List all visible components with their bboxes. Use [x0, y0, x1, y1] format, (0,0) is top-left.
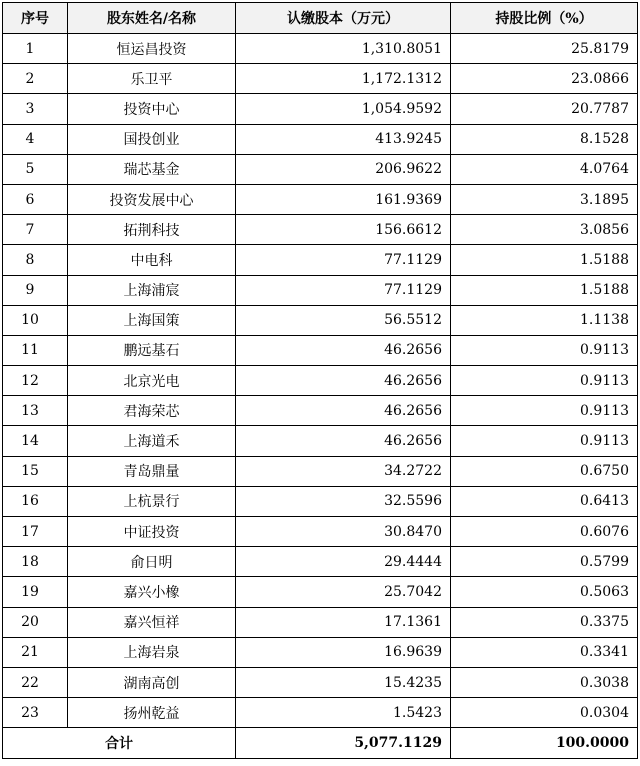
cell-ratio: 0.0304	[451, 698, 638, 728]
header-capital: 认缴股本（万元）	[236, 3, 451, 34]
cell-ratio: 3.1895	[451, 184, 638, 214]
table-row	[3, 637, 638, 667]
cell-seq: 18	[3, 547, 68, 577]
header-seq: 序号	[3, 3, 68, 34]
cell-capital: 1,054.9592	[236, 94, 451, 124]
cell-name: 嘉兴恒祥	[68, 607, 236, 637]
cell-name: 上海国策	[68, 305, 236, 335]
cell-capital: 30.8470	[236, 517, 451, 547]
cell-ratio: 3.0856	[451, 215, 638, 245]
cell-name: 鹏远基石	[68, 335, 236, 365]
cell-name: 湖南高创	[68, 667, 236, 697]
cell-capital: 34.2722	[236, 456, 451, 486]
total-capital: 5,077.1129	[236, 728, 451, 758]
header-ratio: 持股比例（%）	[451, 3, 638, 34]
cell-name: 俞日明	[68, 547, 236, 577]
cell-seq: 23	[3, 698, 68, 728]
cell-ratio: 0.6750	[451, 456, 638, 486]
cell-seq: 19	[3, 577, 68, 607]
table-row	[3, 305, 638, 335]
cell-ratio: 1.5188	[451, 245, 638, 275]
cell-ratio: 0.6076	[451, 517, 638, 547]
cell-capital: 161.9369	[236, 184, 451, 214]
table-row	[3, 34, 638, 64]
cell-capital: 32.5596	[236, 486, 451, 516]
cell-capital: 17.1361	[236, 607, 451, 637]
cell-name: 上海浦宸	[68, 275, 236, 305]
cell-seq: 20	[3, 607, 68, 637]
cell-capital: 206.9622	[236, 154, 451, 184]
cell-ratio: 0.6413	[451, 486, 638, 516]
header-row	[3, 3, 638, 34]
table-footer	[3, 728, 638, 758]
table-row	[3, 335, 638, 365]
table-row	[3, 486, 638, 516]
cell-capital: 29.4444	[236, 547, 451, 577]
cell-capital: 56.5512	[236, 305, 451, 335]
cell-name: 青岛鼎量	[68, 456, 236, 486]
cell-seq: 2	[3, 64, 68, 94]
table-row	[3, 517, 638, 547]
cell-seq: 11	[3, 335, 68, 365]
table-row	[3, 577, 638, 607]
table-row	[3, 607, 638, 637]
cell-name: 上海道禾	[68, 426, 236, 456]
cell-ratio: 0.9113	[451, 366, 638, 396]
cell-ratio: 0.9113	[451, 335, 638, 365]
table-row	[3, 396, 638, 426]
table-row	[3, 154, 638, 184]
cell-name: 上海岩泉	[68, 637, 236, 667]
cell-capital: 46.2656	[236, 366, 451, 396]
table-row	[3, 426, 638, 456]
cell-ratio: 0.5799	[451, 547, 638, 577]
cell-seq: 15	[3, 456, 68, 486]
cell-capital: 15.4235	[236, 667, 451, 697]
cell-name: 瑞芯基金	[68, 154, 236, 184]
cell-seq: 22	[3, 667, 68, 697]
total-row	[3, 728, 638, 758]
cell-name: 国投创业	[68, 124, 236, 154]
cell-capital: 16.9639	[236, 637, 451, 667]
cell-seq: 8	[3, 245, 68, 275]
table-row	[3, 275, 638, 305]
cell-ratio: 8.1528	[451, 124, 638, 154]
cell-capital: 77.1129	[236, 275, 451, 305]
table-row	[3, 124, 638, 154]
cell-ratio: 20.7787	[451, 94, 638, 124]
cell-seq: 17	[3, 517, 68, 547]
cell-seq: 7	[3, 215, 68, 245]
cell-ratio: 0.3341	[451, 637, 638, 667]
cell-capital: 1.5423	[236, 698, 451, 728]
cell-capital: 46.2656	[236, 396, 451, 426]
table-row	[3, 64, 638, 94]
cell-seq: 12	[3, 366, 68, 396]
cell-seq: 16	[3, 486, 68, 516]
cell-ratio: 4.0764	[451, 154, 638, 184]
table-row	[3, 698, 638, 728]
cell-ratio: 1.5188	[451, 275, 638, 305]
cell-seq: 10	[3, 305, 68, 335]
table-body	[3, 34, 638, 728]
cell-seq: 4	[3, 124, 68, 154]
total-label: 合计	[3, 728, 236, 758]
cell-capital: 156.6612	[236, 215, 451, 245]
table-header	[3, 3, 638, 34]
cell-name: 北京光电	[68, 366, 236, 396]
cell-seq: 1	[3, 34, 68, 64]
cell-capital: 25.7042	[236, 577, 451, 607]
cell-ratio: 23.0866	[451, 64, 638, 94]
table-row	[3, 667, 638, 697]
cell-seq: 21	[3, 637, 68, 667]
table-row	[3, 547, 638, 577]
cell-name: 恒运昌投资	[68, 34, 236, 64]
cell-name: 君海荣芯	[68, 396, 236, 426]
header-name: 股东姓名/名称	[68, 3, 236, 34]
cell-ratio: 0.9113	[451, 426, 638, 456]
cell-capital: 77.1129	[236, 245, 451, 275]
cell-name: 中证投资	[68, 517, 236, 547]
shareholder-table	[2, 2, 638, 759]
cell-seq: 5	[3, 154, 68, 184]
cell-name: 嘉兴小橡	[68, 577, 236, 607]
cell-name: 投资发展中心	[68, 184, 236, 214]
cell-name: 拓荆科技	[68, 215, 236, 245]
cell-capital: 46.2656	[236, 426, 451, 456]
table-row	[3, 94, 638, 124]
cell-capital: 1,172.1312	[236, 64, 451, 94]
cell-seq: 3	[3, 94, 68, 124]
cell-ratio: 0.9113	[451, 396, 638, 426]
cell-ratio: 1.1138	[451, 305, 638, 335]
total-ratio: 100.0000	[451, 728, 638, 758]
cell-seq: 13	[3, 396, 68, 426]
cell-capital: 413.9245	[236, 124, 451, 154]
cell-name: 扬州乾益	[68, 698, 236, 728]
cell-seq: 6	[3, 184, 68, 214]
cell-ratio: 0.3038	[451, 667, 638, 697]
cell-name: 乐卫平	[68, 64, 236, 94]
cell-ratio: 0.5063	[451, 577, 638, 607]
table-row	[3, 184, 638, 214]
cell-seq: 9	[3, 275, 68, 305]
table-row	[3, 215, 638, 245]
cell-name: 投资中心	[68, 94, 236, 124]
cell-capital: 1,310.8051	[236, 34, 451, 64]
cell-name: 中电科	[68, 245, 236, 275]
table-row	[3, 456, 638, 486]
cell-capital: 46.2656	[236, 335, 451, 365]
cell-ratio: 25.8179	[451, 34, 638, 64]
table-row	[3, 245, 638, 275]
cell-seq: 14	[3, 426, 68, 456]
cell-ratio: 0.3375	[451, 607, 638, 637]
cell-name: 上杭景行	[68, 486, 236, 516]
table-row	[3, 366, 638, 396]
